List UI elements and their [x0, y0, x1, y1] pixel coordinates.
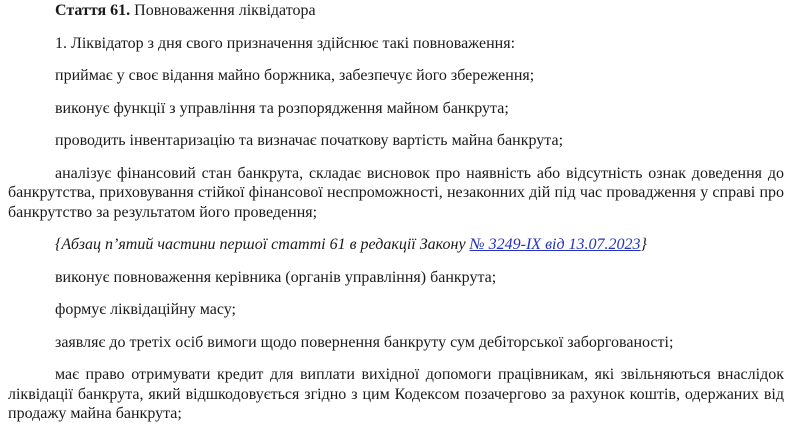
- article-number: Стаття 61.: [55, 2, 131, 19]
- article-title: [8, 1, 784, 21]
- paragraph-power-8: має право отримувати кредит для виплати вихідної допомоги працівникам, які звільняються внаслідок ліквідації банкрута, який відшкодовується згідно з цим Кодексом позачергово за рахунок коштів, одержаних від продажу майна банкрута;: [8, 366, 784, 422]
- paragraph-intro: 1. Ліквідатор з дня свого призначення здійснює такі повноваження:: [55, 34, 516, 52]
- paragraph-power-3: проводить інвентаризацію та визначає початкову вартість майна банкрута;: [55, 132, 564, 149]
- amendment-note: [8, 235, 784, 255]
- paragraph-power-7: заявляє до третіх осіб вимоги щодо повернення банкруту сум дебіторської заборгованості;: [55, 333, 674, 351]
- amendment-note-suffix: }: [640, 236, 647, 253]
- paragraph-power-4: аналізує фінансовий стан банкрута, складає висновок про наявність або відсутність ознак доведення до банкрутства, приховування стійкої фінансової неспроможності, незаконних дій під час провадження у справі про банкрутство за результатом його проведення;: [8, 164, 784, 221]
- amendment-note-prefix: {Абзац п’ятий частини першої статті 61 в редакції Закону: [55, 236, 470, 253]
- paragraph-power-1: приймає у своє відання майно боржника, забезпечує його збереження;: [55, 67, 535, 84]
- law-reference-link[interactable]: № 3249-IX від 13.07.2023: [469, 236, 641, 253]
- paragraph-power-5: виконує повноваження керівника (органів управління) банкрута;: [55, 268, 497, 286]
- article-name: Повноваження ліквідатора: [130, 2, 316, 19]
- paragraph-power-6: формує ліквідаційну масу;: [55, 301, 236, 318]
- paragraph-power-2: виконує функції з управління та розпорядження майном банкрута;: [55, 99, 509, 117]
